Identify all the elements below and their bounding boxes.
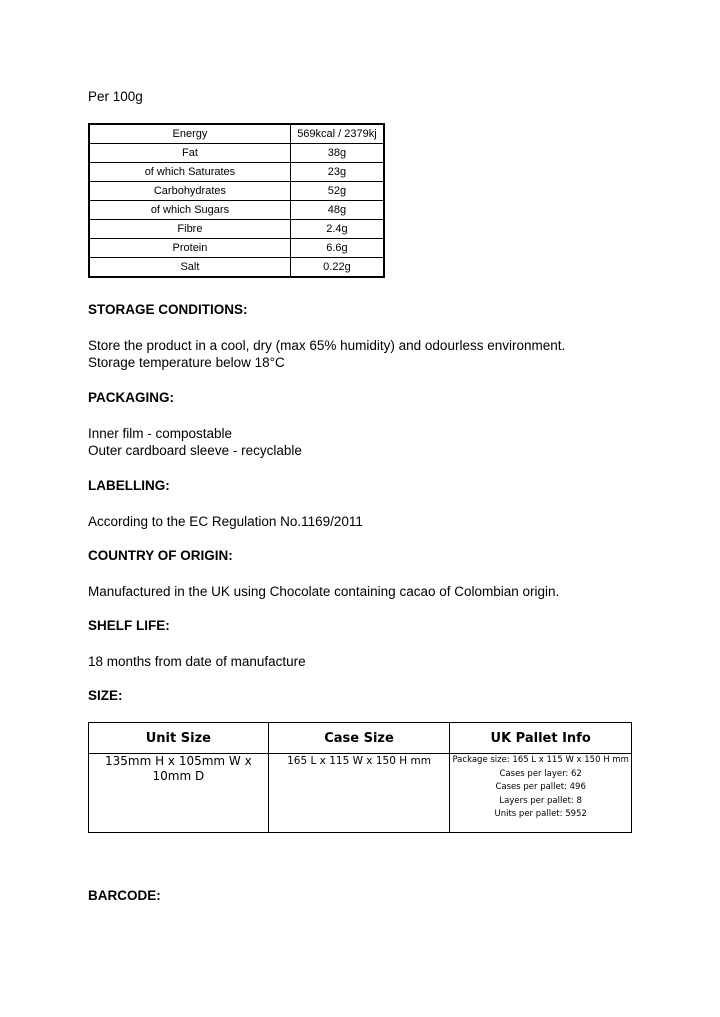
packaging-heading: PACKAGING: — [88, 390, 174, 405]
nutrient-name: of which Saturates — [89, 163, 290, 182]
nutrient-value: 2.4g — [290, 220, 384, 239]
nutrient-name: Fibre — [89, 220, 290, 239]
unit-size-header: Unit Size — [89, 723, 269, 754]
pallet-info-value — [450, 754, 632, 833]
nutrient-name: Fat — [89, 144, 290, 163]
table-row — [89, 163, 384, 182]
storage-heading: STORAGE CONDITIONS: — [88, 302, 248, 317]
nutrient-name: Carbohydrates — [89, 182, 290, 201]
table-row — [89, 239, 384, 258]
unit-size-value: 135mm H x 105mm W x 10mm D — [89, 754, 269, 833]
packaging-line-1: Inner film - compostable — [88, 426, 233, 441]
labelling-heading: LABELLING: — [88, 478, 170, 493]
table-row — [89, 258, 384, 278]
pallet-info-line: Layers per pallet: 8 — [499, 795, 582, 806]
shelf-life-line-1: 18 months from date of manufacture — [88, 654, 306, 669]
nutrient-value: 23g — [290, 163, 384, 182]
storage-line-2: Storage temperature below 18°C — [88, 355, 285, 370]
per-100g-label: Per 100g — [88, 89, 143, 104]
pallet-info-line: Units per pallet: 5952 — [494, 809, 587, 820]
table-row — [89, 754, 632, 833]
table-row — [89, 201, 384, 220]
table-row — [89, 144, 384, 163]
nutrition-table — [88, 123, 385, 278]
nutrient-value: 0.22g — [290, 258, 384, 278]
labelling-line-1: According to the EC Regulation No.1169/2011 — [88, 514, 363, 529]
nutrient-value: 38g — [290, 144, 384, 163]
table-row — [89, 182, 384, 201]
size-heading: SIZE: — [88, 688, 123, 703]
nutrient-name: Protein — [89, 239, 290, 258]
nutrient-value: 6.6g — [290, 239, 384, 258]
nutrient-name: Energy — [89, 124, 290, 144]
nutrient-value: 48g — [290, 201, 384, 220]
origin-line-1: Manufactured in the UK using Chocolate containing cacao of Colombian origin. — [88, 584, 560, 599]
pallet-info-line: Cases per layer: 62 — [499, 768, 582, 779]
barcode-heading: BARCODE: — [88, 888, 161, 903]
table-row — [89, 220, 384, 239]
nutrient-value: 569kcal / 2379kj — [290, 124, 384, 144]
nutrient-value: 52g — [290, 182, 384, 201]
table-row — [89, 723, 632, 754]
table-row — [89, 124, 384, 144]
size-table — [88, 722, 632, 833]
shelf-life-heading: SHELF LIFE: — [88, 618, 170, 633]
pallet-info-line: Package size: 165 L x 115 W x 150 H mm — [452, 755, 629, 765]
storage-line-1: Store the product in a cool, dry (max 65% humidity) and odourless environment. — [88, 338, 566, 353]
pallet-info-header: UK Pallet Info — [450, 723, 632, 754]
pallet-info-line: Cases per pallet: 496 — [495, 782, 586, 793]
origin-heading: COUNTRY OF ORIGIN: — [88, 548, 233, 563]
packaging-line-2: Outer cardboard sleeve - recyclable — [88, 443, 302, 458]
nutrient-name: Salt — [89, 258, 290, 278]
nutrient-name: of which Sugars — [89, 201, 290, 220]
case-size-header: Case Size — [268, 723, 450, 754]
case-size-value: 165 L x 115 W x 150 H mm — [268, 754, 450, 833]
